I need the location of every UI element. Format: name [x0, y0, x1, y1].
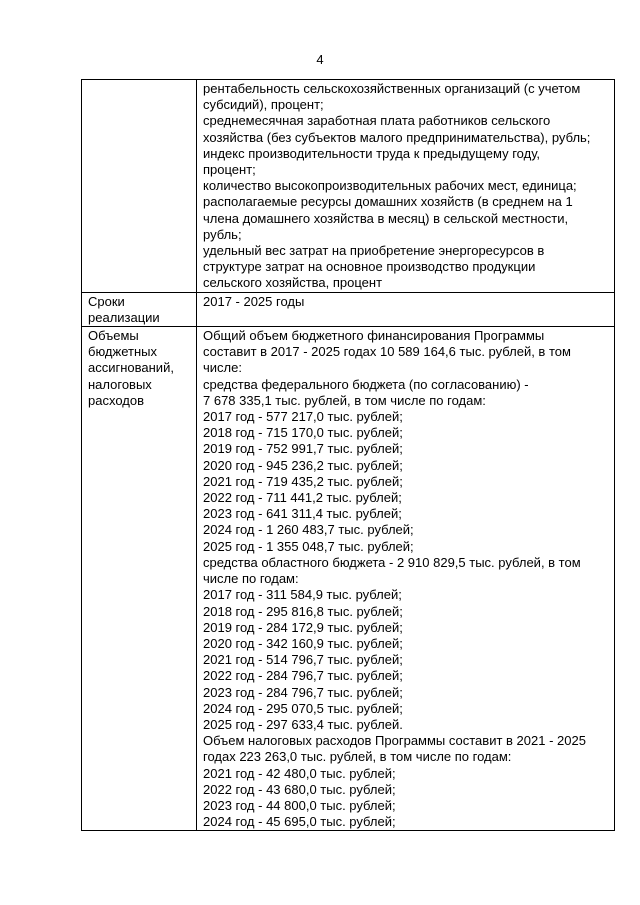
content-line: 2023 год - 284 796,7 тыс. рублей;: [203, 684, 403, 700]
content-line: хозяйства (без субъектов малого предпринимательства), рубль;: [203, 129, 591, 145]
content-line: 2024 год - 1 260 483,7 тыс. рублей;: [203, 522, 414, 538]
content-line: составит в 2017 - 2025 годах 10 589 164,6 тыс. рублей, в том: [203, 344, 571, 360]
content-line: 2024 год - 45 695,0 тыс. рублей;: [203, 814, 396, 830]
table-row: [82, 80, 615, 293]
content-line: 2019 год - 284 172,9 тыс. рублей;: [203, 619, 403, 635]
content-line: 2022 год - 43 680,0 тыс. рублей;: [203, 781, 396, 797]
content-line: 2018 год - 715 170,0 тыс. рублей;: [203, 425, 403, 441]
content-line: 7 678 335,1 тыс. рублей, в том числе по годам:: [203, 392, 486, 408]
content-line: рубль;: [203, 226, 242, 242]
content-line: Объем налоговых расходов Программы составит в 2021 - 2025: [203, 733, 586, 749]
row-content-cell: [197, 327, 615, 831]
content-line: 2020 год - 945 236,2 тыс. рублей;: [203, 457, 403, 473]
program-passport-table: [81, 79, 615, 831]
row-label-cell: [82, 292, 197, 326]
content-line: количество высокопроизводительных рабочих мест, единица;: [203, 178, 577, 194]
content-line: 2019 год - 752 991,7 тыс. рублей;: [203, 441, 403, 457]
content-line: 2017 год - 577 217,0 тыс. рублей;: [203, 409, 403, 425]
content-line: располагаемые ресурсы домашних хозяйств (в среднем на 1: [203, 194, 573, 210]
content-line: 2025 год - 1 355 048,7 тыс. рублей;: [203, 538, 414, 554]
content-line: числе по годам:: [203, 571, 299, 587]
content-line: субсидий), процент;: [203, 97, 324, 113]
content-line: 2021 год - 42 480,0 тыс. рублей;: [203, 765, 396, 781]
content-line: 2017 год - 311 584,9 тыс. рублей;: [203, 587, 402, 603]
content-line: Общий объем бюджетного финансирования Программы: [203, 328, 545, 344]
row-label-line: налоговых: [88, 376, 152, 392]
content-line: 2024 год - 295 070,5 тыс. рублей;: [203, 700, 403, 716]
row-label-line: расходов: [88, 392, 144, 408]
content-line: сельского хозяйства, процент: [203, 275, 383, 291]
content-line: 2022 год - 711 441,2 тыс. рублей;: [203, 490, 402, 506]
content-line: удельный вес затрат на приобретение энергоресурсов в: [203, 243, 545, 259]
content-line: структуре затрат на основное производство продукции: [203, 259, 536, 275]
content-line: 2025 год - 297 633,4 тыс. рублей.: [203, 716, 403, 732]
table-row: [82, 327, 615, 831]
table-body: [82, 80, 615, 831]
row-label-line: бюджетных: [88, 344, 157, 360]
row-content-cell: [197, 292, 615, 326]
content-line: 2021 год - 719 435,2 тыс. рублей;: [203, 473, 403, 489]
row-label-line: Сроки: [88, 293, 125, 309]
table-row: [82, 292, 615, 326]
row-label-line: Объемы: [88, 328, 139, 344]
content-line: 2017 - 2025 годы: [203, 293, 305, 309]
row-label-line: реализации: [88, 309, 160, 325]
content-line: годах 223 263,0 тыс. рублей, в том числе по годам:: [203, 749, 512, 765]
content-line: члена домашнего хозяйства в месяц) в сельской местности,: [203, 210, 569, 226]
content-line: 2021 год - 514 796,7 тыс. рублей;: [203, 652, 403, 668]
content-line: процент;: [203, 162, 256, 178]
content-line: средства областного бюджета - 2 910 829,5 тыс. рублей, в том: [203, 554, 581, 570]
content-line: 2023 год - 641 311,4 тыс. рублей;: [203, 506, 402, 522]
content-line: числе:: [203, 360, 242, 376]
row-label-cell: [82, 80, 197, 293]
content-line: 2022 год - 284 796,7 тыс. рублей;: [203, 668, 403, 684]
row-label-cell: [82, 327, 197, 831]
page-number: 4: [316, 52, 324, 67]
row-label-line: ассигнований,: [88, 360, 174, 376]
content-line: 2018 год - 295 816,8 тыс. рублей;: [203, 603, 403, 619]
content-line: 2023 год - 44 800,0 тыс. рублей;: [203, 797, 396, 813]
content-line: индекс производительности труда к предыдущему году,: [203, 145, 541, 161]
content-line: 2020 год - 342 160,9 тыс. рублей;: [203, 635, 403, 651]
content-line: рентабельность сельскохозяйственных организаций (с учетом: [203, 81, 581, 96]
row-content-cell: [197, 80, 615, 293]
content-line: среднемесячная заработная плата работников сельского: [203, 113, 551, 129]
content-line: средства федерального бюджета (по согласованию) -: [203, 376, 529, 392]
